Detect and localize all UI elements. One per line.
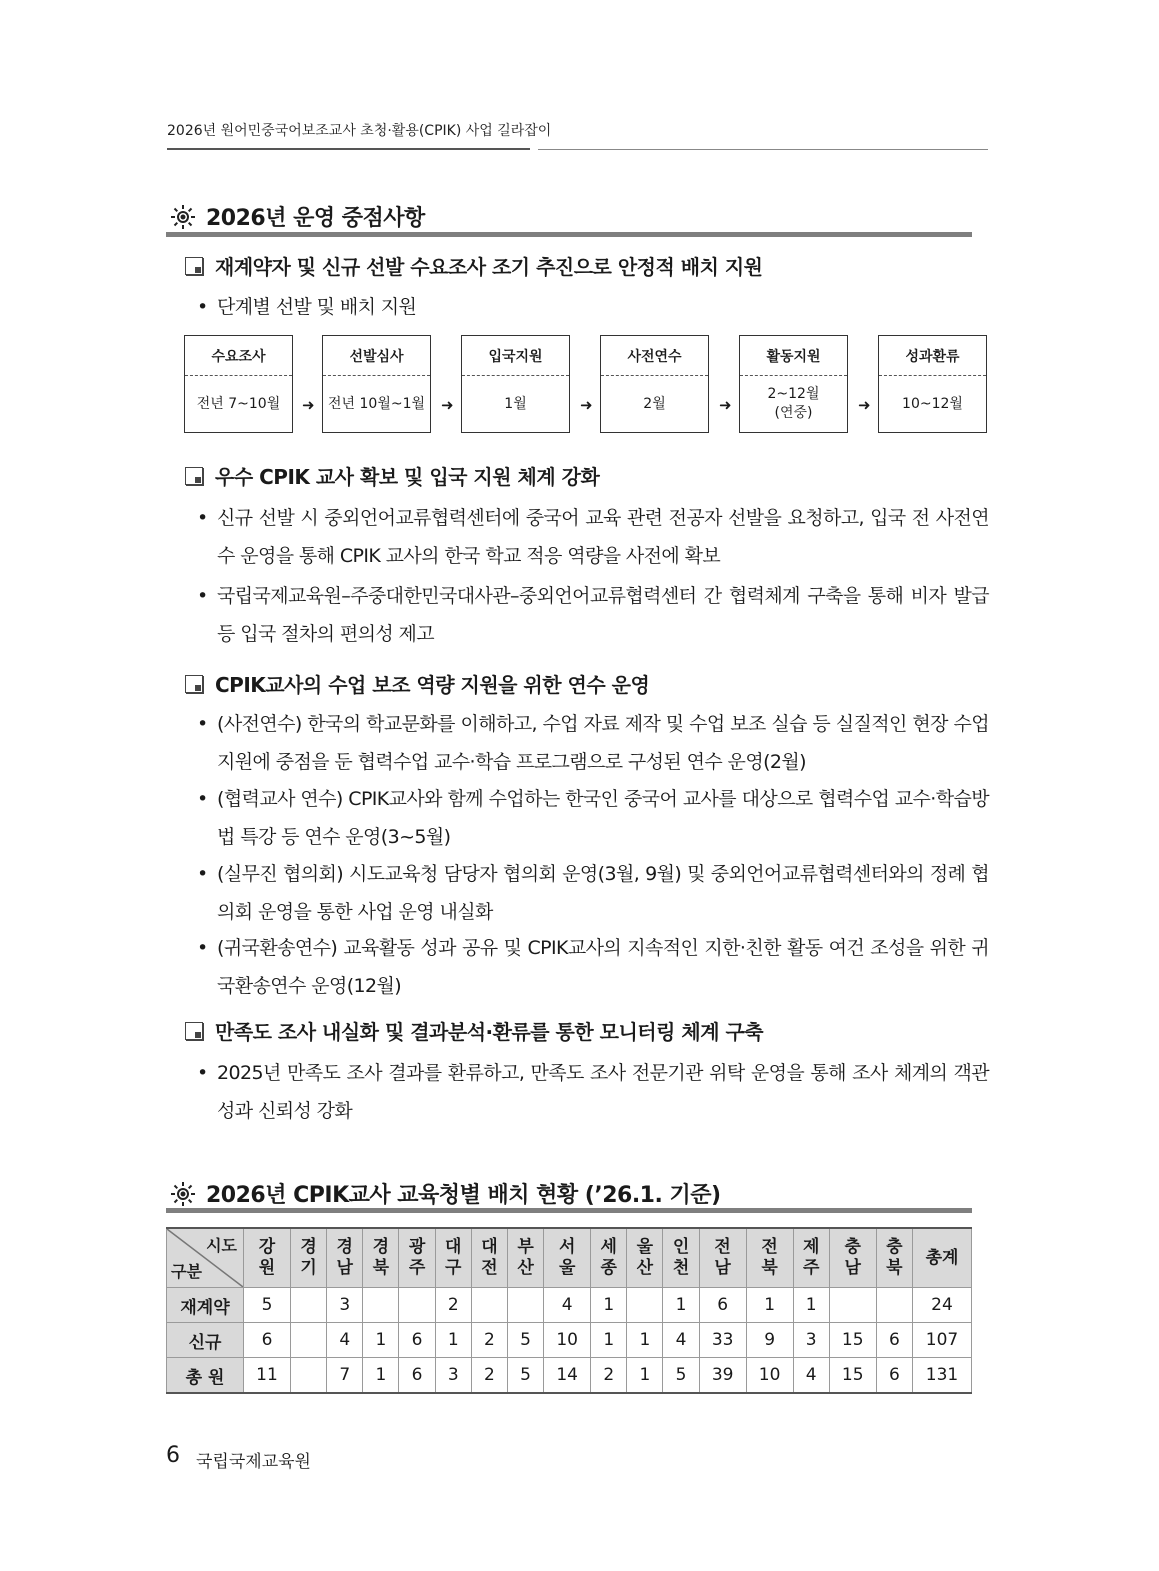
table-cell <box>508 1288 544 1323</box>
subheading-1-text: 재계약자 및 신규 선발 수요조사 조기 추진으로 안정적 배치 지원 <box>215 255 763 279</box>
table-cell: 15 <box>829 1323 876 1358</box>
bullet-4-1: • 2025년 만족도 조사 결과를 환류하고, 만족도 조사 전문기관 위탁 운영을 통해 조사 체계의 객관성과 신뢰성 강화 <box>197 1062 989 1122</box>
table-cell: 6 <box>876 1358 912 1394</box>
section-title-2 <box>170 1178 721 1209</box>
table-cell <box>829 1288 876 1323</box>
table-cell: 5 <box>663 1358 699 1394</box>
table-cell: 9 <box>746 1323 793 1358</box>
bullet-1-1: • 단계별 선발 및 배치 지원 <box>197 296 417 318</box>
subheading-4 <box>185 1016 763 1045</box>
flow-step-3: 입국지원 1월 <box>461 335 570 433</box>
table-row <box>167 1323 972 1358</box>
table-cell: 10 <box>746 1358 793 1394</box>
square-bullet-icon <box>185 257 203 275</box>
column-header: 울 산 <box>627 1228 663 1288</box>
table-cell: 39 <box>699 1358 746 1394</box>
table-cell: 1 <box>435 1323 471 1358</box>
row-label: 재계약 <box>167 1288 244 1323</box>
bullet-3-4: • (귀국환송연수) 교육활동 성과 공유 및 CPIK교사의 지속적인 지한·친한 활동 여건 조성을 위한 귀국환송연수 운영(12월) <box>197 937 989 997</box>
table-cell: 2 <box>591 1358 627 1394</box>
table-cell: 3 <box>793 1323 829 1358</box>
arrow-right-icon: ➜ <box>858 396 871 414</box>
flow-step-2: 선발심사 전년 10월~1월 <box>322 335 431 433</box>
table-row <box>167 1288 972 1323</box>
page-number: 6 <box>166 1443 180 1468</box>
column-header: 광 주 <box>399 1228 435 1288</box>
distribution-table <box>166 1227 972 1394</box>
arrow-right-icon: ➜ <box>441 396 454 414</box>
column-header: 강 원 <box>244 1228 291 1288</box>
header-rule-right <box>538 149 988 150</box>
subheading-3 <box>185 669 649 698</box>
column-header: 대 전 <box>471 1228 507 1288</box>
table-cell: 6 <box>876 1323 912 1358</box>
table-cell: 6 <box>399 1323 435 1358</box>
flow-step-1: 수요조사 전년 7~10월 <box>184 335 293 433</box>
section-title-2-text: 2026년 CPIK교사 교육청별 배치 현황 (’26.1. 기준) <box>206 1183 721 1208</box>
table-cell: 4 <box>544 1288 591 1323</box>
subheading-2 <box>185 461 599 490</box>
table-cell: 11 <box>244 1358 291 1394</box>
bullet-2-1: • 신규 선발 시 중외언어교류협력센터에 중국어 교육 관련 전공자 선발을 요청하고, 입국 전 사전연수 운영을 통해 CPIK 교사의 한국 학교 적응 역량을 사전에 확보 <box>197 507 989 567</box>
table-cell: 1 <box>627 1358 663 1394</box>
row-label: 신규 <box>167 1323 244 1358</box>
arrow-right-icon: ➜ <box>719 396 732 414</box>
table-cell <box>471 1288 507 1323</box>
table-cell: 1 <box>663 1288 699 1323</box>
column-header: 충 북 <box>876 1228 912 1288</box>
sun-icon <box>170 1181 196 1207</box>
bullet-3-1: • (사전연수) 한국의 학교문화를 이해하고, 수업 자료 제작 및 수업 보조 실습 등 실질적인 현장 수업 지원에 중점을 둔 협력수업 교수·학습 프로그램으로 구성된 연수 운영(2월) <box>197 713 989 773</box>
table-cell: 6 <box>399 1358 435 1394</box>
table-cell: 1 <box>793 1288 829 1323</box>
table-cell-total: 131 <box>913 1358 972 1394</box>
section-1-rule <box>166 232 972 237</box>
sun-icon <box>170 204 196 230</box>
column-header: 세 종 <box>591 1228 627 1288</box>
column-header: 경 기 <box>290 1228 326 1288</box>
table-cell: 14 <box>544 1358 591 1394</box>
table-cell: 4 <box>663 1323 699 1358</box>
table-cell: 33 <box>699 1323 746 1358</box>
table-cell-total: 24 <box>913 1288 972 1323</box>
subheading-2-text: 우수 CPIK 교사 확보 및 입국 지원 체계 강화 <box>215 465 600 489</box>
table-cell <box>290 1358 326 1394</box>
flow-step-5: 활동지원 2~12월 (연중) <box>739 335 848 433</box>
table-corner-cell: 시도 구분 <box>167 1228 244 1288</box>
table-cell: 1 <box>591 1288 627 1323</box>
section-title-1-text: 2026년 운영 중점사항 <box>206 206 425 231</box>
column-header: 부 산 <box>508 1228 544 1288</box>
flow-step-4: 사전연수 2월 <box>600 335 709 433</box>
table-cell <box>399 1288 435 1323</box>
table-cell: 2 <box>471 1358 507 1394</box>
square-bullet-icon <box>185 675 203 693</box>
table-cell: 5 <box>244 1288 291 1323</box>
table-cell: 2 <box>435 1288 471 1323</box>
table-cell: 1 <box>746 1288 793 1323</box>
table-cell: 1 <box>363 1323 399 1358</box>
table-cell: 2 <box>471 1323 507 1358</box>
row-label: 총 원 <box>167 1358 244 1394</box>
table-cell: 1 <box>363 1358 399 1394</box>
column-header-total: 총계 <box>913 1228 972 1288</box>
table-cell: 4 <box>793 1358 829 1394</box>
table-row <box>167 1358 972 1394</box>
flow-step-6: 성과환류 10~12월 <box>878 335 987 433</box>
column-header: 충 남 <box>829 1228 876 1288</box>
table-cell: 4 <box>327 1323 363 1358</box>
subheading-3-text: CPIK교사의 수업 보조 역량 지원을 위한 연수 운영 <box>215 673 650 697</box>
table-cell <box>363 1288 399 1323</box>
table-header-row <box>167 1228 972 1288</box>
bullet-2-2: • 국립국제교육원–주중대한민국대사관–중외언어교류협력센터 간 협력체계 구축을 통해 비자 발급 등 입국 절차의 편의성 제고 <box>197 585 989 645</box>
table-cell-total: 107 <box>913 1323 972 1358</box>
column-header: 전 북 <box>746 1228 793 1288</box>
footer-org: 국립국제교육원 <box>196 1452 311 1472</box>
subheading-1 <box>185 251 763 280</box>
table-cell: 5 <box>508 1358 544 1394</box>
arrow-right-icon: ➜ <box>302 396 315 414</box>
table-cell <box>290 1323 326 1358</box>
column-header: 서 울 <box>544 1228 591 1288</box>
table-cell: 7 <box>327 1358 363 1394</box>
column-header: 인 천 <box>663 1228 699 1288</box>
table-cell <box>876 1288 912 1323</box>
table-cell: 5 <box>508 1323 544 1358</box>
table-cell: 1 <box>627 1323 663 1358</box>
bullet-3-2: • (협력교사 연수) CPIK교사와 함께 수업하는 한국인 중국어 교사를 대상으로 협력수업 교수·학습방법 특강 등 연수 운영(3~5월) <box>197 788 989 848</box>
table-cell: 3 <box>327 1288 363 1323</box>
section-2-rule <box>166 1208 972 1213</box>
table-cell: 3 <box>435 1358 471 1394</box>
arrow-right-icon: ➜ <box>580 396 593 414</box>
square-bullet-icon <box>185 467 203 485</box>
table-cell: 15 <box>829 1358 876 1394</box>
table-cell: 1 <box>591 1323 627 1358</box>
table-cell <box>290 1288 326 1323</box>
column-header: 전 남 <box>699 1228 746 1288</box>
table-cell <box>627 1288 663 1323</box>
square-bullet-icon <box>185 1022 203 1040</box>
table-cell: 6 <box>244 1323 291 1358</box>
table-cell: 10 <box>544 1323 591 1358</box>
column-header: 경 남 <box>327 1228 363 1288</box>
subheading-4-text: 만족도 조사 내실화 및 결과분석·환류를 통한 모니터링 체계 구축 <box>215 1020 764 1044</box>
column-header: 대 구 <box>435 1228 471 1288</box>
bullet-3-3: • (실무진 협의회) 시도교육청 담당자 협의회 운영(3월, 9월) 및 중외언어교류협력센터와의 정례 협의회 운영을 통한 사업 운영 내실화 <box>197 863 989 923</box>
column-header: 제 주 <box>793 1228 829 1288</box>
running-header: 2026년 원어민중국어보조교사 초청·활용(CPIK) 사업 길라잡이 <box>167 123 552 139</box>
column-header: 경 북 <box>363 1228 399 1288</box>
table-cell: 6 <box>699 1288 746 1323</box>
section-title-1 <box>170 201 425 232</box>
header-rule-left <box>167 148 530 150</box>
